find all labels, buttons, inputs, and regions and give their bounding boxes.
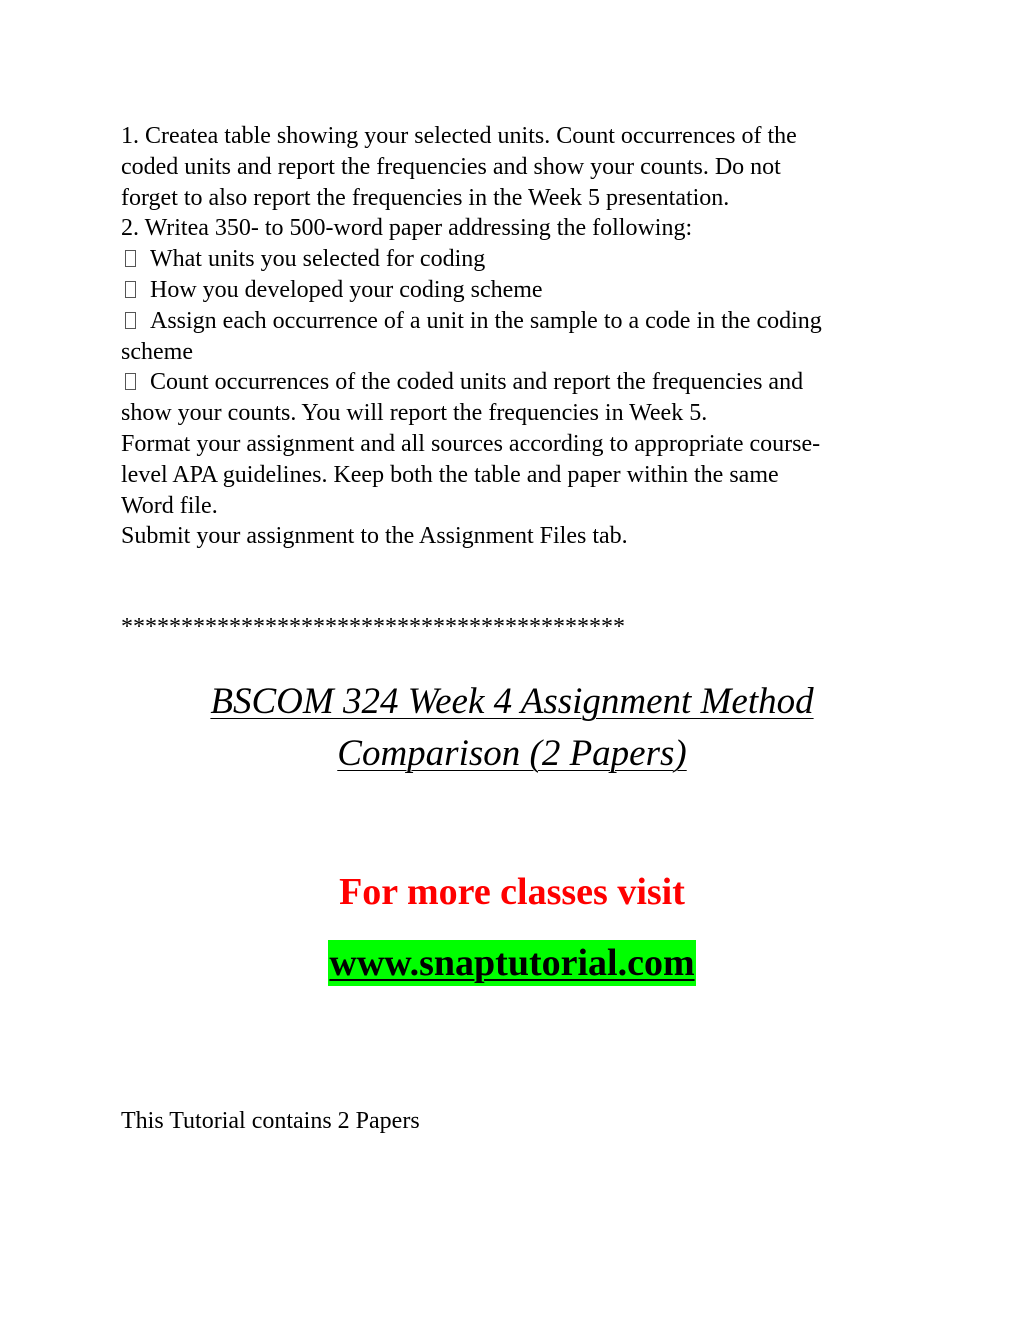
bullet-text: Assign each occurrence of a unit in the sample to a code in the coding	[150, 307, 822, 334]
step1-line: 1. Createa table showing your selected units. Count occurrences of the	[121, 123, 797, 149]
format-line: Word file.	[121, 492, 218, 519]
format-line: Format your assignment and all sources according to appropriate course-	[121, 430, 821, 457]
asterisk-separator: ******************************************	[121, 614, 625, 640]
bullet-text: How you developed your coding scheme	[150, 276, 543, 303]
bullet-icon	[125, 281, 136, 298]
bullet-item	[121, 367, 921, 398]
course-title-line: Comparison (2 Papers)	[337, 733, 687, 774]
step2-intro: 2. Writea 350- to 500-word paper addressing the following:	[121, 215, 693, 242]
course-title	[0, 676, 1024, 780]
bullet-item	[121, 275, 921, 306]
bullet-item	[121, 244, 921, 275]
bullet-icon	[125, 312, 136, 329]
format-line: level APA guidelines. Keep both the table and paper within the same	[121, 461, 779, 488]
bullet-icon	[125, 250, 136, 267]
bullet-continuation: scheme	[121, 338, 193, 365]
promo-text: For more classes visit	[339, 871, 685, 913]
bullet-text: What units you selected for coding	[150, 246, 486, 273]
step1-line: coded units and report the frequencies and show your counts. Do not	[121, 153, 781, 180]
tutorial-note: This Tutorial contains 2 Papers	[121, 1108, 420, 1134]
website-link[interactable]: www.snaptutorial.com	[329, 942, 695, 984]
assignment-instructions	[121, 121, 921, 552]
course-title-line: BSCOM 324 Week 4 Assignment Method	[210, 681, 814, 722]
bullet-continuation: show your counts. You will report the frequencies in Week 5.	[121, 400, 708, 427]
bullet-icon	[125, 373, 136, 390]
bullet-text: Count occurrences of the coded units and report the frequencies and	[150, 369, 804, 396]
step1-line: forget to also report the frequencies in the Week 5 presentation.	[121, 184, 730, 211]
submit-line: Submit your assignment to the Assignment Files tab.	[121, 523, 628, 550]
promo-link-wrap	[0, 940, 1024, 986]
bullet-item	[121, 306, 921, 337]
